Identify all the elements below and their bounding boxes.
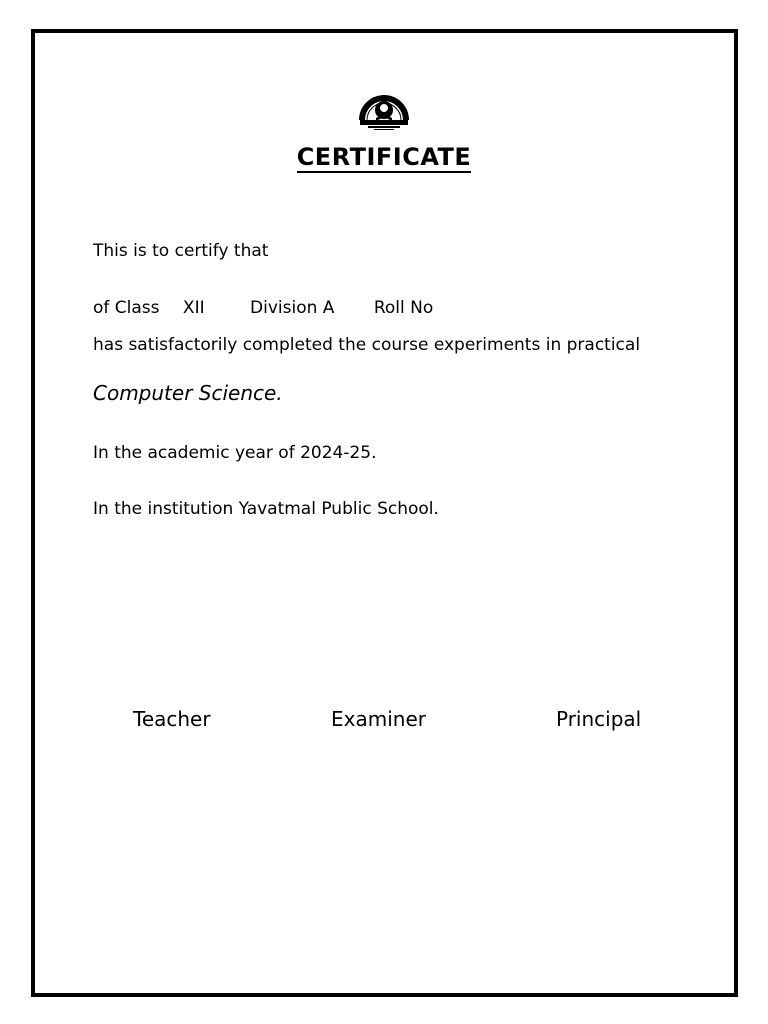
certify-line: This is to certify that bbox=[93, 241, 269, 261]
institution-line: In the institution Yavatmal Public School. bbox=[93, 499, 439, 519]
principal-signature-label: Principal bbox=[556, 707, 642, 731]
academic-year-line: In the academic year of 2024-25. bbox=[93, 443, 377, 463]
subject-name: Computer Science. bbox=[93, 381, 283, 405]
examiner-signature-label: Examiner bbox=[331, 707, 426, 731]
school-emblem-icon bbox=[354, 86, 414, 132]
certificate-title-text: CERTIFICATE bbox=[296, 143, 472, 171]
class-value: XII bbox=[182, 298, 205, 318]
division-value: A bbox=[322, 298, 335, 318]
class-label: of Class bbox=[93, 298, 160, 318]
completed-line: has satisfactorily completed the course experiments in practical bbox=[93, 335, 641, 355]
division-label: Division bbox=[250, 298, 318, 318]
teacher-signature-label: Teacher bbox=[133, 707, 211, 731]
class-division-roll-line bbox=[93, 297, 433, 319]
roll-label: Roll No bbox=[373, 298, 434, 318]
certificate-title bbox=[0, 142, 768, 172]
